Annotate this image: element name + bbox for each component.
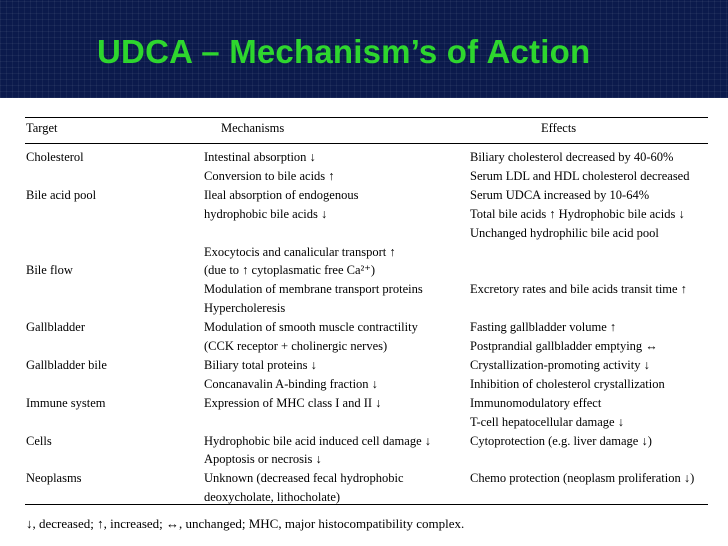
table-row <box>0 414 728 433</box>
table-row <box>0 489 728 508</box>
table-top-rule <box>25 117 708 118</box>
cell-mechanism: Ileal absorption of endogenous <box>204 187 359 202</box>
cell-effect: Unchanged hydrophilic bile acid pool <box>470 225 659 240</box>
header-effects: Effects <box>541 121 577 135</box>
cell-effect: Immunomodulatory effect <box>470 395 602 410</box>
cell-effect: Serum LDL and HDL cholesterol decreased <box>470 168 690 183</box>
table-bottom-rule <box>25 504 708 505</box>
cell-target: Bile flow <box>26 263 73 278</box>
slide-title: UDCA – Mechanism’s of Action <box>97 33 591 70</box>
cell-target: Cells <box>26 433 52 448</box>
cell-target: Neoplasms <box>26 471 82 486</box>
cell-effect: Chemo protection (neoplasm proliferation ↓) <box>470 471 695 486</box>
cell-mechanism: Intestinal absorption ↓ <box>204 150 316 164</box>
table-row <box>0 149 728 168</box>
cell-target: Bile acid pool <box>26 187 97 202</box>
table-row <box>0 395 728 414</box>
cell-effect: Fasting gallbladder volume ↑ <box>470 320 617 335</box>
cell-mechanism: Concanavalin A-binding fraction ↓ <box>204 376 378 391</box>
cell-effect: Postprandial gallbladder emptying ↔ <box>470 339 658 353</box>
cell-target: Gallbladder bile <box>26 357 107 372</box>
cell-target: Gallbladder <box>26 320 86 335</box>
header-target: Target <box>26 121 58 135</box>
cell-mechanism: (CCK receptor + cholinergic nerves) <box>204 339 388 353</box>
cell-mechanism: Hypercholeresis <box>204 301 286 316</box>
cell-mechanism: deoxycholate, lithocholate) <box>204 490 341 505</box>
cell-mechanism: Modulation of smooth muscle contractility <box>204 320 418 335</box>
cell-mechanism: Expression of MHC class I and II ↓ <box>204 395 382 410</box>
cell-target: Cholesterol <box>26 150 84 164</box>
table-row <box>0 262 728 281</box>
table-row <box>0 187 728 206</box>
cell-effect: Serum UDCA increased by 10-64% <box>470 187 650 202</box>
cell-mechanism: Modulation of membrane transport proteins <box>204 282 423 297</box>
cell-mechanism: Hydrophobic bile acid induced cell damage ↓ <box>204 433 432 448</box>
cell-effect: Crystallization-promoting activity ↓ <box>470 357 650 372</box>
table-row <box>0 338 728 357</box>
cell-effect: Inhibition of cholesterol crystallization <box>470 376 665 391</box>
cell-mechanism: hydrophobic bile acids ↓ <box>204 206 328 221</box>
cell-target: Immune system <box>26 395 106 410</box>
table-row <box>0 451 728 470</box>
cell-effect: T-cell hepatocellular damage ↓ <box>470 414 624 429</box>
cell-mechanism: Conversion to bile acids ↑ <box>204 168 335 183</box>
table-row <box>0 168 728 187</box>
cell-mechanism: (due to ↑ cytoplasmatic free Ca²⁺) <box>204 263 376 278</box>
cell-effect: Excretory rates and bile acids transit time ↑ <box>470 282 687 297</box>
cell-mechanism: Exocytocis and canalicular transport ↑ <box>204 244 396 259</box>
cell-mechanism: Unknown (decreased fecal hydrophobic <box>204 471 404 486</box>
cell-effect: Biliary cholesterol decreased by 40-60% <box>470 150 674 164</box>
table-row <box>0 300 728 319</box>
table-row <box>0 244 728 263</box>
table-footnote: ↓, decreased; ↑, increased; ↔, unchanged; MHC, major histocompatibility complex. <box>26 516 465 531</box>
header-mechanisms: Mechanisms <box>221 121 285 135</box>
cell-effect: Cytoprotection (e.g. liver damage ↓) <box>470 433 652 448</box>
table-row <box>0 433 728 452</box>
table-row <box>0 281 728 300</box>
table-row <box>0 376 728 395</box>
slide-header <box>0 0 728 98</box>
table-row <box>0 319 728 338</box>
table-row <box>0 225 728 244</box>
cell-effect: Total bile acids ↑ Hydrophobic bile acids ↓ <box>470 206 685 221</box>
table-header-rule <box>25 143 708 144</box>
table-row <box>0 470 728 489</box>
table-row <box>0 206 728 225</box>
table-row <box>0 357 728 376</box>
cell-mechanism: Biliary total proteins ↓ <box>204 357 317 372</box>
cell-mechanism: Apoptosis or necrosis ↓ <box>204 452 322 467</box>
